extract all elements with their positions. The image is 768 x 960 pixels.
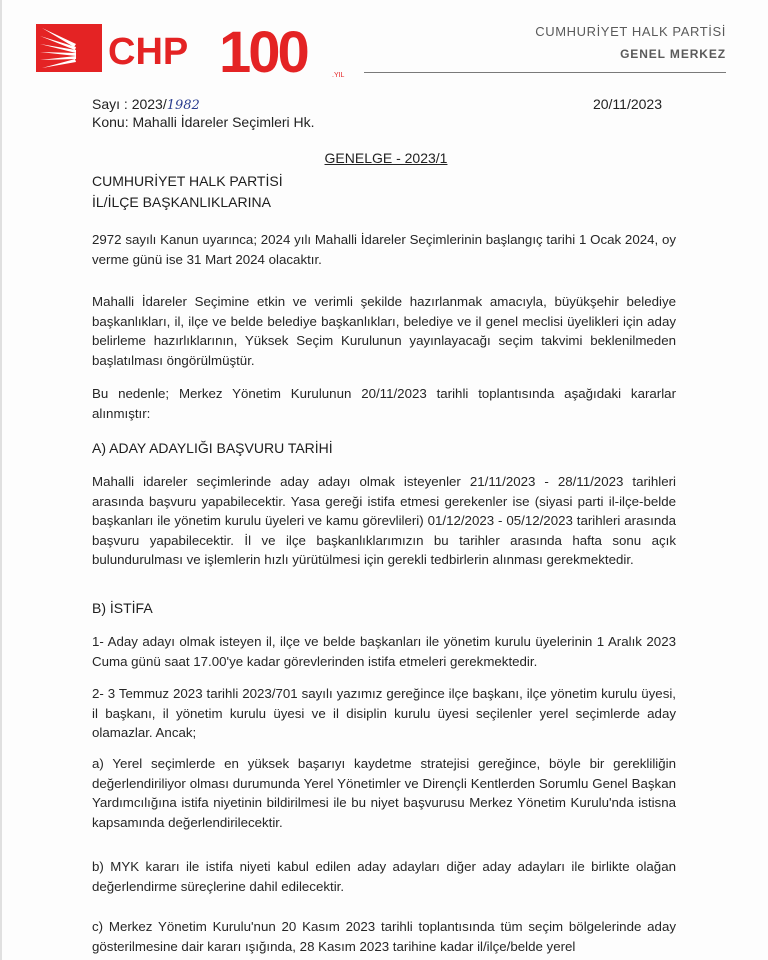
letterhead-org — [535, 24, 726, 61]
org-name: CUMHURİYET HALK PARTİSİ — [535, 24, 726, 39]
addressee-line-1: CUMHURİYET HALK PARTİSİ — [92, 173, 283, 189]
section-b-item-b: b) MYK kararı ile istifa niyeti kabul edilen aday adayları diğer aday adayları ile birlikte olağan değerlendirme süreçlerine dahil edilecektir. — [92, 859, 676, 894]
document-date: 20/11/2023 — [592, 96, 662, 112]
section-b-item-2: 2- 3 Temmuz 2023 tarihli 2023/701 sayılı yazımız gereğince ilçe başkanı, ilçe yönetim kurulu üyesi, il başkanı, il yönetim kurulu üyesi ve il disiplin kurulu üyesi seçilenler yerel seçimlerde aday olamazlar. Ancak; — [92, 686, 676, 741]
number-label: Sayı : — [92, 96, 128, 112]
number-handwritten: 1982 — [166, 98, 200, 113]
centenary-number: 100 — [219, 22, 307, 82]
circular-title-text: GENELGE - 2023/1 — [324, 150, 448, 166]
subject-value: Mahalli İdareler Seçimleri Hk. — [132, 114, 315, 130]
document-subject — [92, 114, 315, 130]
section-b-item-1: 1- Aday adayı olmak isteyen il, ilçe ve belde başkanları ile yönetim kurulu üyelerinin 1 Aralık 2023 Cuma günü saat 17.00'ye kadar görevlerinden istifa etmeleri gerekmektedir. — [92, 634, 676, 669]
addressee-line-2: İL/İLÇE BAŞKANLIKLARINA — [92, 194, 271, 210]
six-arrows-emblem-bg — [36, 24, 102, 72]
letterhead-divider — [364, 72, 726, 73]
chp-100-logo — [36, 22, 366, 82]
section-b-item-a: a) Yerel seçimlerde en yüksek başarıyı kaydetme stratejisi gereğince, böyle bir gerekliliğin değerlendiriliyor olması durumunda Yerel Yönetimler ve Dirençli Kentlerden Sorumlu Genel Başkan Yardımcılığına istifa niyetinin bildirilmesi ile bu niyet başvurusu Merkez Yönetim Kurulu'nda istisna kapsamında değerlendirilecektir. — [92, 756, 676, 830]
org-unit: GENEL MERKEZ — [620, 47, 726, 61]
addressee — [92, 171, 283, 213]
number-value: 2023/ — [131, 96, 167, 112]
centenary-suffix: .YIL — [332, 72, 345, 79]
paragraph-decision: Bu nedenle; Merkez Yönetim Kurulunun 20/11/2023 tarihli toplantısında aşağıdaki kararlar alınmıştır: — [92, 386, 676, 421]
section-a-text: Mahalli idareler seçimlerinde aday adayı olmak isteyenler 21/11/2023 - 28/11/2023 tarihleri arasında başvuru yapabilecektir. Yasa gereği istifa etmesi gerekenler ise (siyasi parti il-ilçe-belde başkanları ile yönetim kurulu üyeleri ve kamu görevlileri) 01/12/2023 - 05/12/2023 tarihleri arasında başvuru yapabilecektir. İl ve ilçe başkanlıklarımızın bu tarihler arasında hafta sonu açık bulundurulması ve işlemlerin hızlı yürütülmesi için gerekli tedbirlerin alınması gerekmektedir. — [92, 474, 676, 568]
section-a-heading: A) ADAY ADAYLIĞI BAŞVURU TARİHİ — [92, 440, 333, 456]
circular-title — [2, 150, 768, 166]
section-b-item-c: c) Merkez Yönetim Kurulu'nun 20 Kasım 2023 tarihli toplantısında tüm seçim bölgelerinde aday gösterilmesine dair kararı ışığında, 28 Kasım 2023 tarihine kadar il/ilçe/belde yerel — [92, 919, 676, 954]
document-number — [92, 96, 200, 113]
subject-label: Konu: — [92, 114, 129, 130]
paragraph-purpose: Mahalli İdareler Seçimine etkin ve verimli şekilde hazırlanmak amacıyla, büyükşehir belediye başkanlıkları, il, ilçe ve belde belediye başkanlıkları, belediye ve il genel meclisi üyelikleri için aday belirleme hazırlıklarının, Yüksek Seçim Kurulunun yayınlayacağı seçim takvimi beklenilmeden başlatılması öngörülmüştür. — [92, 294, 676, 368]
paragraph-intro: 2972 sayılı Kanun uyarınca; 2024 yılı Mahalli İdareler Seçimlerinin başlangıç tarihi 1 Ocak 2024, oy verme günü ise 31 Mart 2024 olacaktır. — [92, 232, 676, 267]
party-abbr: CHP — [108, 31, 189, 73]
section-b-heading: B) İSTİFA — [92, 600, 153, 616]
